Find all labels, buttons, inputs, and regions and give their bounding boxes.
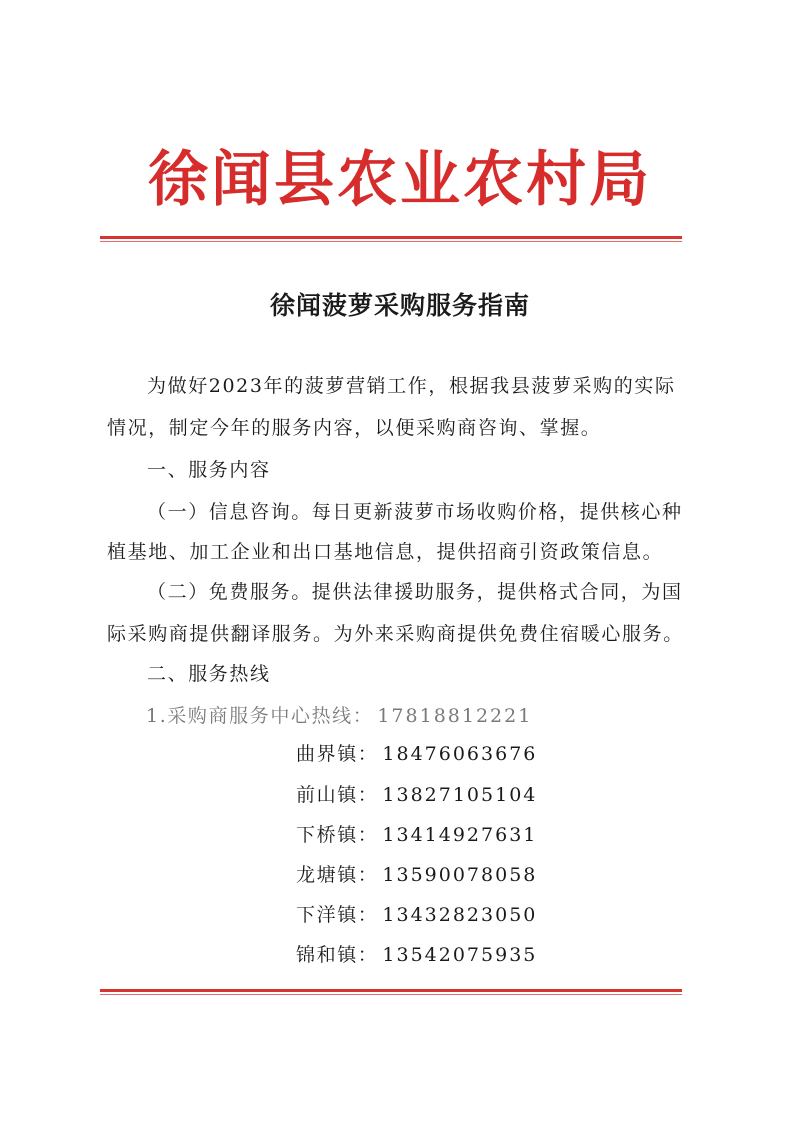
hotline-row-jinhe <box>296 935 537 975</box>
item-1-line-2: 植基地、加工企业和出口基地信息，提供招商引资政策信息。 <box>107 541 664 563</box>
item-2-line-1: （二）免费服务。提供法律援助服务，提供格式合同，为国 <box>147 581 683 603</box>
hotline-row-longtang <box>296 855 537 895</box>
section-heading-services: 一、服务内容 <box>147 459 271 481</box>
hotline-label: 1.采购商服务中心热线： <box>146 705 374 727</box>
hotline-row-qujie <box>296 734 537 774</box>
hotline-row-qianshan <box>296 775 537 815</box>
header-divider <box>100 236 682 242</box>
item-1-line-1: （一）信息咨询。每日更新菠萝市场收购价格，提供核心种 <box>147 501 683 523</box>
intro-line-1: 为做好2023年的菠萝营销工作，根据我县菠萝采购的实际 <box>147 375 676 397</box>
hotline-label: 曲界镇： <box>296 743 379 765</box>
hotline-label: 下桥镇： <box>296 824 379 846</box>
intro-line-2: 情况，制定今年的服务内容，以便采购商咨询、掌握。 <box>107 417 602 439</box>
hotline-number: 13414927631 <box>382 824 538 846</box>
hotline-row-xiayang <box>296 895 537 935</box>
hotline-number: 13432823050 <box>382 904 538 926</box>
item-2-line-2: 际采购商提供翻译服务。为外来采购商提供免费住宿暖心服务。 <box>107 623 684 645</box>
hotline-number: 18476063676 <box>382 743 538 765</box>
hotline-label: 锦和镇： <box>296 944 379 966</box>
hotline-number: 13827105104 <box>382 784 538 806</box>
hotline-row-xiaqiao <box>296 815 537 855</box>
section-heading-hotlines: 二、服务热线 <box>147 663 271 685</box>
hotline-number: 13590078058 <box>382 864 538 886</box>
hotline-row-center <box>146 696 532 736</box>
hotline-label: 下洋镇： <box>296 904 379 926</box>
footer-divider <box>100 989 682 995</box>
hotline-number: 13542075935 <box>382 944 538 966</box>
hotline-label: 龙塘镇： <box>296 864 379 886</box>
document-title: 徐闻菠萝采购服务指南 <box>269 291 530 320</box>
hotline-label: 前山镇： <box>296 784 379 806</box>
organization-header: 徐闻县农业农村局 <box>148 145 652 215</box>
hotline-number: 17818812221 <box>377 705 533 727</box>
